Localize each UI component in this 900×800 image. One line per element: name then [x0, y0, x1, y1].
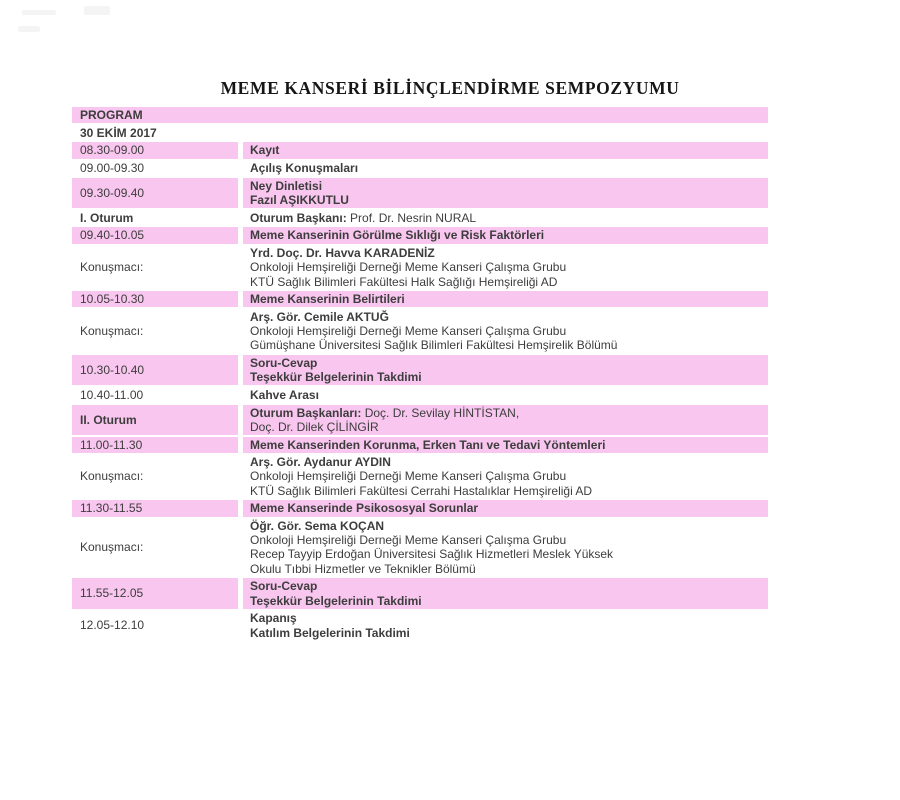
content-line — [250, 292, 768, 306]
content-regular-text: Prof. Dr. Nesrin NURAL — [346, 210, 477, 225]
content-bold-text: Arş. Gör. Aydanur AYDIN — [250, 455, 391, 470]
row-time-label: 11.30-11.55 — [80, 501, 143, 516]
content-line — [250, 370, 768, 384]
row-content-cell — [243, 227, 768, 243]
content-bold-text: Arş. Gör. Cemile AKTUĞ — [250, 309, 389, 324]
content-line — [250, 246, 768, 260]
program-table — [72, 107, 768, 642]
content-line — [250, 324, 768, 338]
row-time-cell — [72, 178, 238, 208]
row-time-cell — [72, 210, 238, 226]
scan-artifact — [18, 26, 40, 32]
content-line — [250, 484, 768, 498]
content-line — [250, 356, 768, 370]
content-line — [250, 260, 768, 274]
content-bold-text: Kayıt — [250, 143, 280, 158]
row-content-cell — [243, 500, 768, 516]
row-time-label: 09.30-09.40 — [80, 185, 145, 200]
content-line — [250, 310, 768, 324]
content-regular-text: Onkoloji Hemşireliği Derneği Meme Kanseri Çalışma Grubu — [250, 533, 567, 548]
content-regular-text: Recep Tayyip Erdoğan Üniversitesi Sağlık Hizmetleri Meslek Yüksek — [250, 547, 614, 562]
program-row — [72, 578, 768, 608]
row-content-cell — [243, 405, 768, 435]
content-bold-text: Meme Kanserinin Belirtileri — [250, 292, 405, 307]
row-time-cell — [72, 309, 238, 354]
row-content-cell — [243, 291, 768, 307]
row-time-label: 11.00-11.30 — [80, 437, 143, 452]
content-line — [250, 338, 768, 352]
program-row — [72, 355, 768, 385]
content-bold-text: Öğr. Gör. Sema KOÇAN — [250, 519, 385, 534]
content-line — [250, 420, 768, 434]
program-row — [72, 245, 768, 290]
program-row — [72, 107, 768, 123]
content-bold-text: Meme Kanserinin Görülme Sıklığı ve Risk Faktörleri — [250, 228, 545, 243]
row-time-cell — [72, 500, 238, 516]
row-time-cell — [72, 405, 238, 435]
content-line — [250, 579, 768, 593]
content-line — [250, 547, 768, 561]
content-line — [250, 469, 768, 483]
content-regular-text: Doç. Dr. Dilek ÇİLİNGİR — [250, 419, 379, 434]
row-time-cell — [72, 107, 768, 123]
program-row — [72, 387, 768, 403]
row-content-cell — [243, 210, 768, 226]
content-line — [250, 519, 768, 533]
content-bold-text: Açılış Konuşmaları — [250, 161, 359, 176]
content-line — [250, 275, 768, 289]
program-row — [72, 309, 768, 354]
content-line — [250, 228, 768, 242]
row-time-cell — [72, 578, 238, 608]
row-content-cell — [243, 160, 768, 176]
content-line — [250, 193, 768, 207]
content-bold-text: Kahve Arası — [250, 387, 319, 402]
row-content-cell — [243, 437, 768, 453]
row-time-label: 08.30-09.00 — [80, 143, 145, 158]
content-line — [250, 179, 768, 193]
content-regular-text: Onkoloji Hemşireliği Derneği Meme Kanseri Çalışma Grubu — [250, 260, 567, 275]
row-time-label: Konuşmacı: — [80, 324, 144, 339]
scan-artifact — [84, 6, 110, 15]
content-bold-text: Teşekkür Belgelerinin Takdimi — [250, 593, 422, 608]
content-line — [250, 406, 768, 420]
row-time-cell — [72, 454, 238, 499]
content-bold-text: Soru-Cevap — [250, 579, 318, 594]
row-time-label: Konuşmacı: — [80, 540, 144, 555]
row-content-cell — [243, 178, 768, 208]
row-content-cell — [243, 454, 768, 499]
row-time-cell — [72, 125, 768, 141]
program-row — [72, 500, 768, 516]
content-bold-text: Meme Kanserinden Korunma, Erken Tanı ve Tedavi Yöntemleri — [250, 437, 606, 452]
row-time-label: Konuşmacı: — [80, 469, 144, 484]
row-time-cell — [72, 245, 238, 290]
program-row — [72, 178, 768, 208]
content-bold-text: Teşekkür Belgelerinin Takdimi — [250, 370, 422, 385]
row-content-cell — [243, 309, 768, 354]
row-time-cell — [72, 160, 238, 176]
row-content-cell — [243, 518, 768, 577]
row-time-label: 10.05-10.30 — [80, 292, 145, 307]
content-bold-text: Oturum Başkanı: — [250, 210, 347, 225]
row-content-cell — [243, 355, 768, 385]
row-time-label: PROGRAM — [80, 108, 143, 122]
row-time-cell — [72, 437, 238, 453]
row-time-label: 09.40-10.05 — [80, 228, 145, 243]
content-regular-text: Onkoloji Hemşireliği Derneği Meme Kanseri Çalışma Grubu — [250, 324, 567, 339]
row-time-cell — [72, 355, 238, 385]
program-row — [72, 142, 768, 158]
row-time-label: 10.30-10.40 — [80, 363, 145, 378]
program-row — [72, 210, 768, 226]
content-bold-text: Meme Kanserinde Psikososyal Sorunlar — [250, 501, 479, 516]
content-bold-text: Oturum Başkanları: — [250, 405, 362, 420]
content-bold-text: Ney Dinletisi — [250, 178, 323, 193]
content-line — [250, 501, 768, 515]
content-line — [250, 455, 768, 469]
content-regular-text: KTÜ Sağlık Bilimleri Fakültesi Halk Sağlığı Hemşireliği AD — [250, 274, 558, 289]
row-time-cell — [72, 387, 238, 403]
content-regular-text: Doç. Dr. Sevilay HİNTİSTAN, — [361, 405, 520, 420]
content-line — [250, 161, 768, 175]
scan-artifact — [22, 10, 56, 15]
content-line — [250, 438, 768, 452]
row-time-label: 10.40-11.00 — [80, 387, 144, 402]
content-line — [250, 211, 768, 225]
program-row — [72, 160, 768, 176]
row-time-label: 09.00-09.30 — [80, 161, 145, 176]
row-time-cell — [72, 291, 238, 307]
program-row — [72, 437, 768, 453]
content-line — [250, 533, 768, 547]
program-row — [72, 227, 768, 243]
program-row — [72, 518, 768, 577]
row-time-label: 30 EKİM 2017 — [80, 125, 157, 140]
row-time-label: I. Oturum — [80, 210, 134, 225]
content-bold-text: Yrd. Doç. Dr. Havva KARADENİZ — [250, 246, 435, 261]
program-row — [72, 405, 768, 435]
content-line — [250, 594, 768, 608]
row-time-label: 12.05-12.10 — [80, 618, 145, 633]
row-content-cell — [243, 142, 768, 158]
content-regular-text: Okulu Tıbbi Hizmetler ve Teknikler Bölümü — [250, 561, 476, 576]
content-line — [250, 626, 768, 640]
row-time-cell — [72, 518, 238, 577]
content-bold-text: Katılım Belgelerinin Takdimi — [250, 625, 410, 640]
row-time-label: 11.55-12.05 — [80, 586, 144, 601]
content-line — [250, 143, 768, 157]
row-time-label: II. Oturum — [80, 412, 137, 427]
content-bold-text: Kapanış — [250, 611, 297, 626]
row-time-cell — [72, 227, 238, 243]
row-time-cell — [72, 142, 238, 158]
content-bold-text: Fazıl AŞIKKUTLU — [250, 193, 349, 208]
row-time-label: Konuşmacı: — [80, 260, 144, 275]
program-row — [72, 610, 768, 640]
content-regular-text: Onkoloji Hemşireliği Derneği Meme Kanseri Çalışma Grubu — [250, 469, 567, 484]
program-row — [72, 291, 768, 307]
content-regular-text: KTÜ Sağlık Bilimleri Fakültesi Cerrahi Hastalıklar Hemşireliği AD — [250, 483, 593, 498]
content-bold-text: Soru-Cevap — [250, 356, 318, 371]
row-content-cell — [243, 610, 768, 640]
content-line — [250, 611, 768, 625]
row-time-cell — [72, 610, 238, 640]
program-row — [72, 454, 768, 499]
content-line — [250, 562, 768, 576]
content-regular-text: Gümüşhane Üniversitesi Sağlık Bilimleri Fakültesi Hemşirelik Bölümü — [250, 338, 618, 353]
program-row — [72, 125, 768, 141]
row-content-cell — [243, 578, 768, 608]
row-content-cell — [243, 245, 768, 290]
content-line — [250, 388, 768, 402]
page-title: MEME KANSERİ BİLİNÇLENDİRME SEMPOZYUMU — [220, 78, 680, 98]
row-content-cell — [243, 387, 768, 403]
